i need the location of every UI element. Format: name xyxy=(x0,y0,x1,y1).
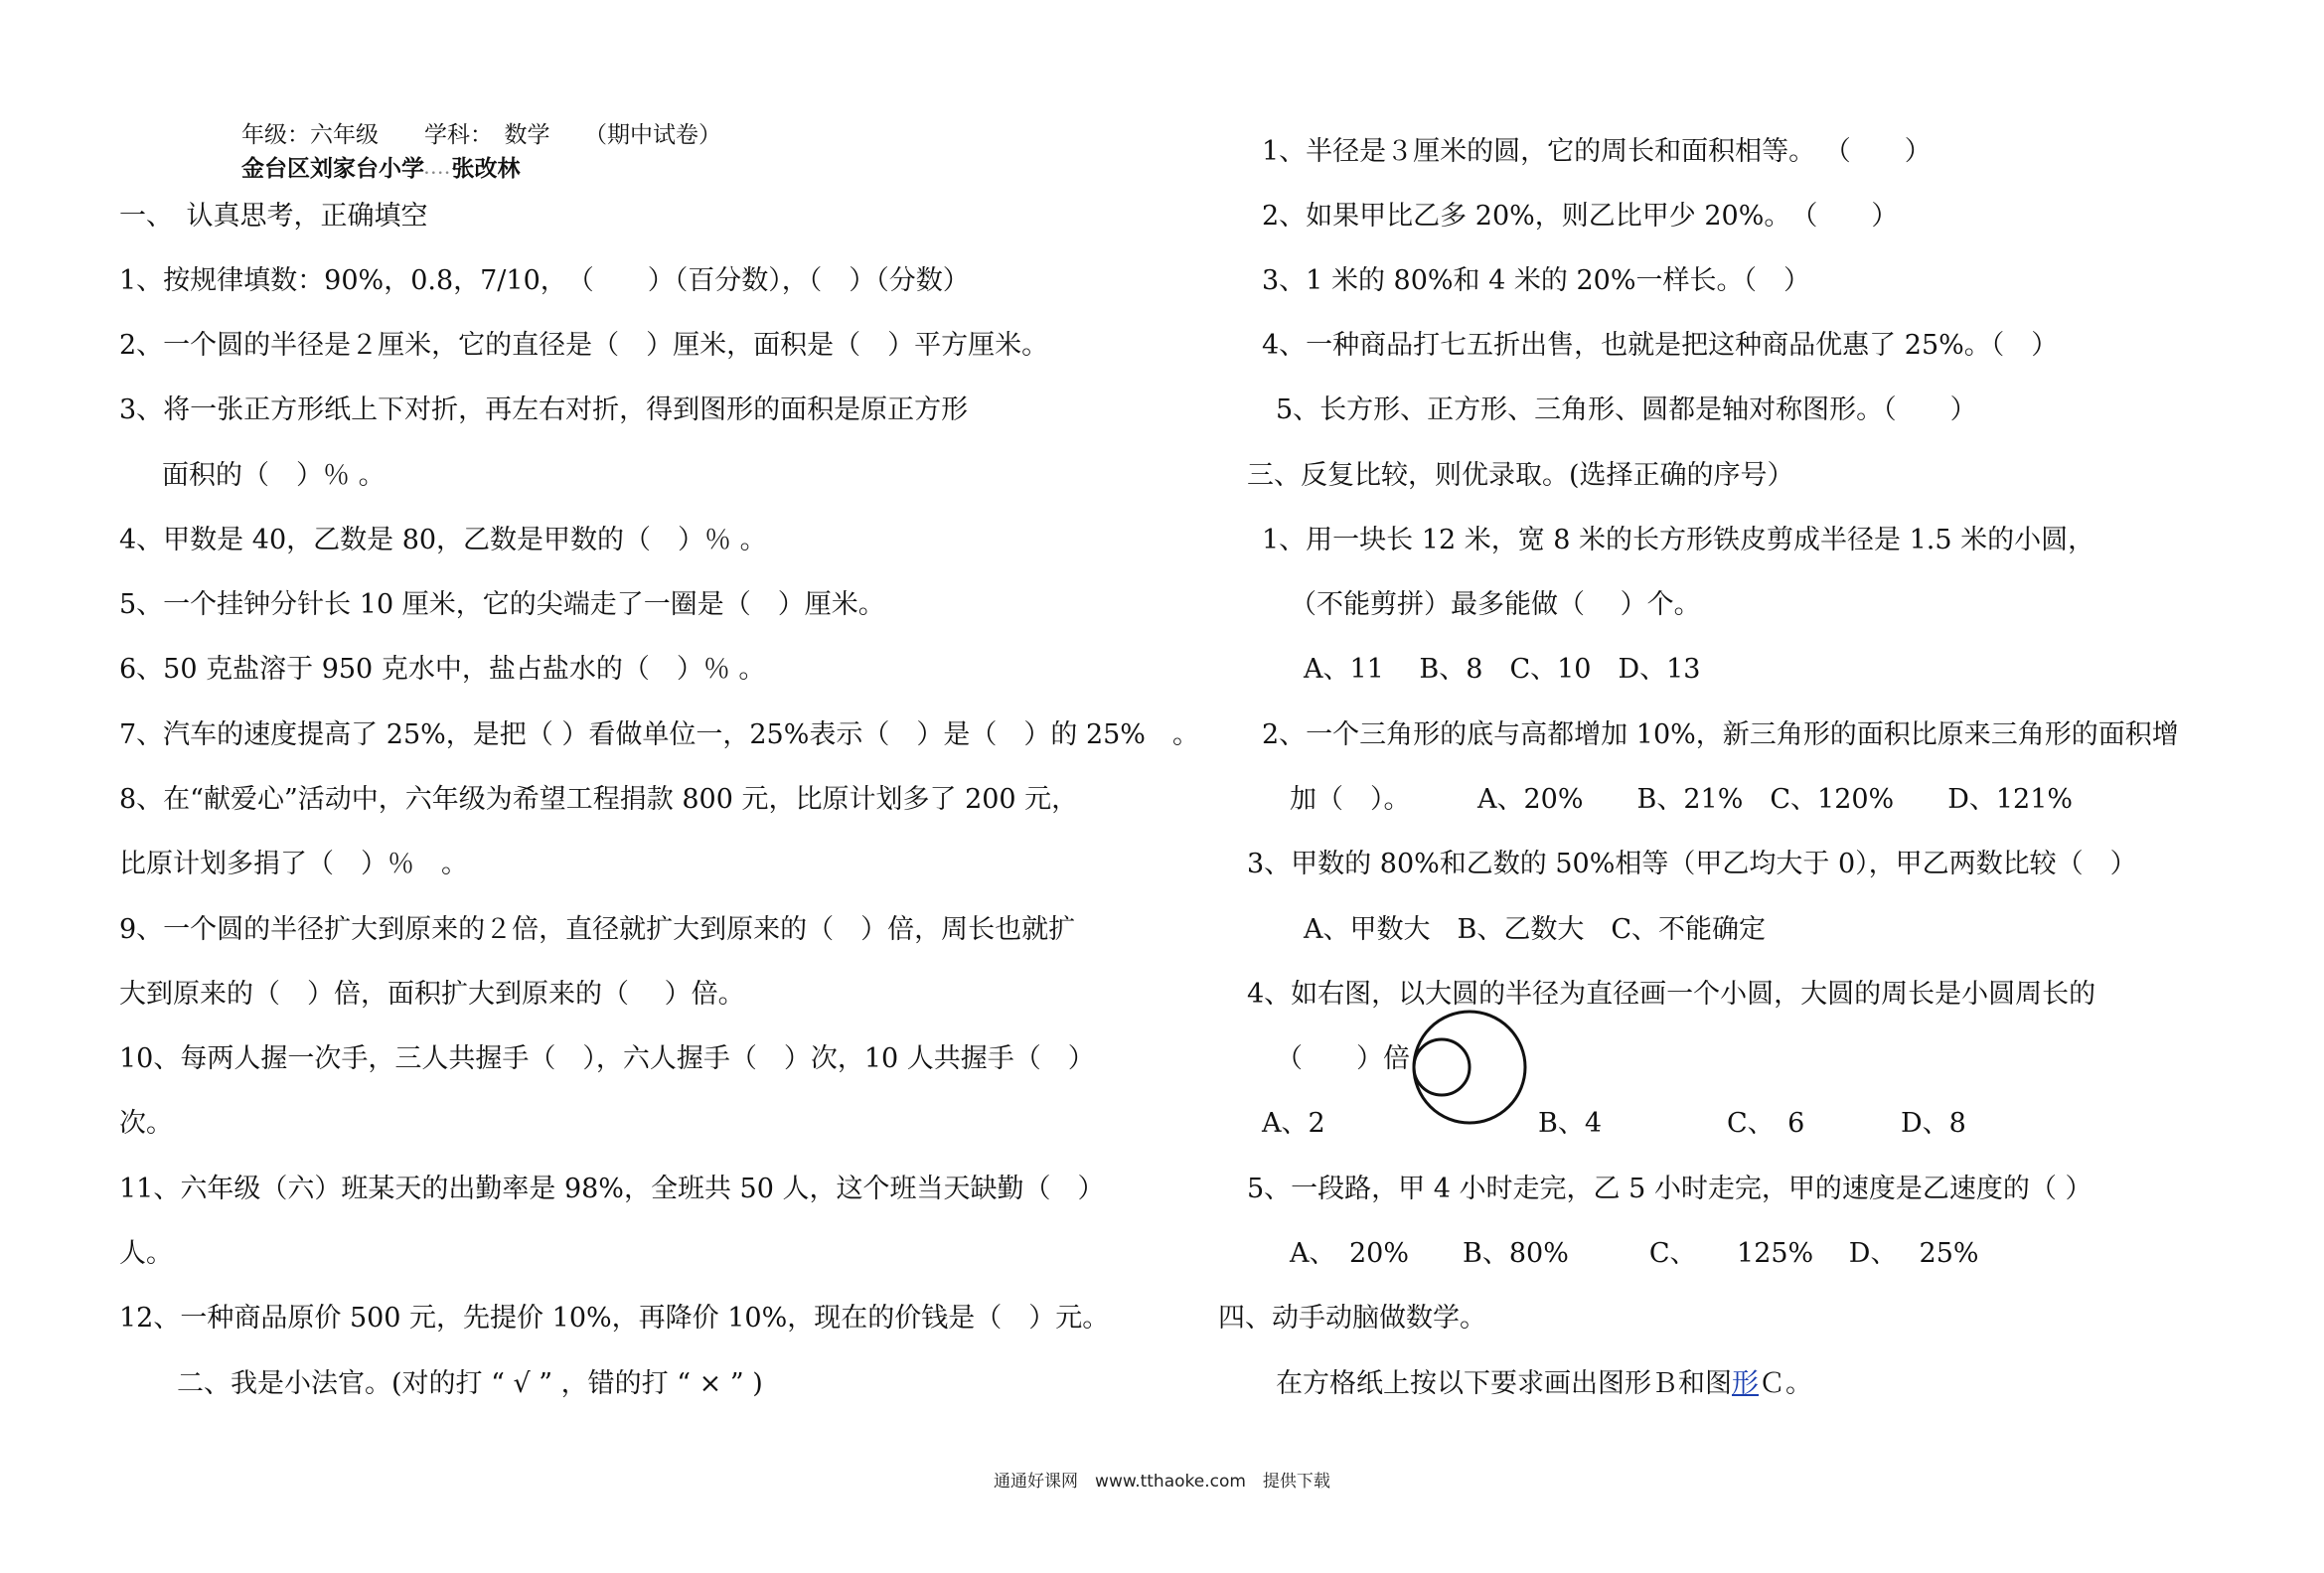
author-name: 张改林 xyxy=(451,155,521,182)
judge-5: 5、长方形、正方形、三角形、圆都是轴对称图形。（ ） xyxy=(1276,394,1977,425)
judge-1: 1、半径是３厘米的圆，它的周长和面积相等。 （ ） xyxy=(1262,136,1932,167)
choice-4-line2: （ ）倍 xyxy=(1276,1043,1410,1074)
section-1-title: 一、 认真思考，正确填空 xyxy=(119,201,428,232)
question-10-line2: 次。 xyxy=(119,1108,173,1139)
question-9-line2: 大到原来的（ ）倍，面积扩大到原来的（ ）倍。 xyxy=(119,979,745,1010)
instruction-text: 在方格纸上按以下要求画出图形Ｂ和图 xyxy=(1276,1368,1732,1399)
question-8-line1: 8、在“献爱心”活动中，六年级为希望工程捐款 800 元，比原计划多了 200 元， xyxy=(119,784,1079,815)
section-4-instruction xyxy=(1276,1366,1812,1402)
small-circle xyxy=(1414,1039,1470,1095)
exam-header-info: 年级：六年级 学科： 数学 （期中试卷） xyxy=(241,122,721,148)
school-dots: .... xyxy=(424,162,452,178)
question-11-line2: 人。 xyxy=(119,1238,173,1269)
choice-1-line1: 1、用一块长 12 米，宽 8 米的长方形铁皮剪成半径是 1.5 米的小圆， xyxy=(1262,525,2095,555)
circles-figure xyxy=(1409,1007,1532,1130)
question-10-line1: 10、每两人握一次手，三人共握手（ ），六人握手（ ）次，10 人共握手（ ） xyxy=(119,1043,1095,1074)
school-author-line xyxy=(241,151,521,188)
question-1: 1、按规律填数：90%，0.8，7/10， （ ）（百分数），（ ）（分数） xyxy=(119,265,970,296)
section-4-title: 四、动手动脑做数学。 xyxy=(1218,1303,1486,1334)
question-2: 2、一个圆的半径是２厘米，它的直径是（ ）厘米，面积是（ ）平方厘米。 xyxy=(119,330,1049,361)
choice-4-option-c: C、 6 xyxy=(1727,1108,1805,1139)
question-3-line1: 3、将一张正方形纸上下对折，再左右对折，得到图形的面积是原正方形 xyxy=(119,394,969,425)
question-12: 12、一种商品原价 500 元，先提价 10%，再降价 10%，现在的价钱是（ ）元。 xyxy=(119,1303,1110,1334)
question-4: 4、甲数是 40，乙数是 80，乙数是甲数的（ ）％ 。 xyxy=(119,525,767,555)
instruction-text-end: Ｃ。 xyxy=(1759,1368,1812,1399)
choice-4-line1: 4、如右图，以大圆的半径为直径画一个小圆，大圆的周长是小圆周长的 xyxy=(1247,979,2096,1010)
choice-4-option-a: A、2 xyxy=(1262,1108,1325,1139)
question-9-line1: 9、一个圆的半径扩大到原来的２倍，直径就扩大到原来的（ ）倍，周长也就扩 xyxy=(119,914,1076,945)
question-8-line2: 比原计划多捐了（ ）％ 。 xyxy=(119,849,468,879)
school-name: 金台区刘家台小学 xyxy=(241,155,424,182)
question-6: 6、50 克盐溶于 950 克水中，盐占盐水的（ ）％ 。 xyxy=(119,654,766,685)
choice-4-option-d: D、8 xyxy=(1901,1108,1966,1139)
question-5: 5、一个挂钟分针长 10 厘米，它的尖端走了一圈是（ ）厘米。 xyxy=(119,589,885,620)
section-3-title: 三、反复比较，则优录取。(选择正确的序号） xyxy=(1247,460,1794,491)
instruction-link[interactable]: 形 xyxy=(1732,1368,1759,1399)
judge-2: 2、如果甲比乙多 20%，则乙比甲少 20%。 （ ） xyxy=(1262,201,1899,232)
choice-1-line2: （不能剪拼）最多能做（ ）个。 xyxy=(1290,589,1701,620)
choice-2-line1: 2、一个三角形的底与高都增加 10%，新三角形的面积比原来三角形的面积增 xyxy=(1262,719,2179,750)
choice-5-line1: 5、一段路，甲 4 小时走完，乙 5 小时走完，甲的速度是乙速度的（ ） xyxy=(1247,1174,2092,1204)
choice-1-options: A、11 B、8 C、10 D、13 xyxy=(1304,654,1701,685)
choice-3-options: A、甲数大 B、乙数大 C、不能确定 xyxy=(1304,914,1766,945)
question-3-line2: 面积的（ ）％ 。 xyxy=(162,460,386,491)
choice-4-option-b: B、4 xyxy=(1538,1108,1603,1139)
question-7: 7、汽车的速度提高了 25%，是把（ ）看做单位一，25%表示（ ）是（ ）的 25% 。 xyxy=(119,719,1199,750)
judge-4: 4、一种商品打七五折出售，也就是把这种商品优惠了 25%。（ ） xyxy=(1262,330,2059,361)
choice-2-line2: 加（ ）。 A、20% B、21% C、120% D、121% xyxy=(1290,784,2074,815)
choice-5-options: A、 20% B、80% C、 125% D、 25% xyxy=(1290,1238,1979,1269)
judge-3: 3、1 米的 80%和 4 米的 20%一样长。（ ） xyxy=(1262,265,1810,296)
question-11-line1: 11、六年级（六）班某天的出勤率是 98%，全班共 50 人，这个班当天缺勤（ ） xyxy=(119,1174,1105,1204)
choice-3-line1: 3、甲数的 80%和乙数的 50%相等（甲乙均大于 0），甲乙两数比较（ ） xyxy=(1247,849,2137,879)
section-2-title: 二、我是小法官。(对的打 “ √ ” ，错的打 “ × ” ) xyxy=(177,1368,763,1399)
footer-credit: 通通好课网 www.tthaoke.com 提供下载 xyxy=(994,1472,1330,1492)
